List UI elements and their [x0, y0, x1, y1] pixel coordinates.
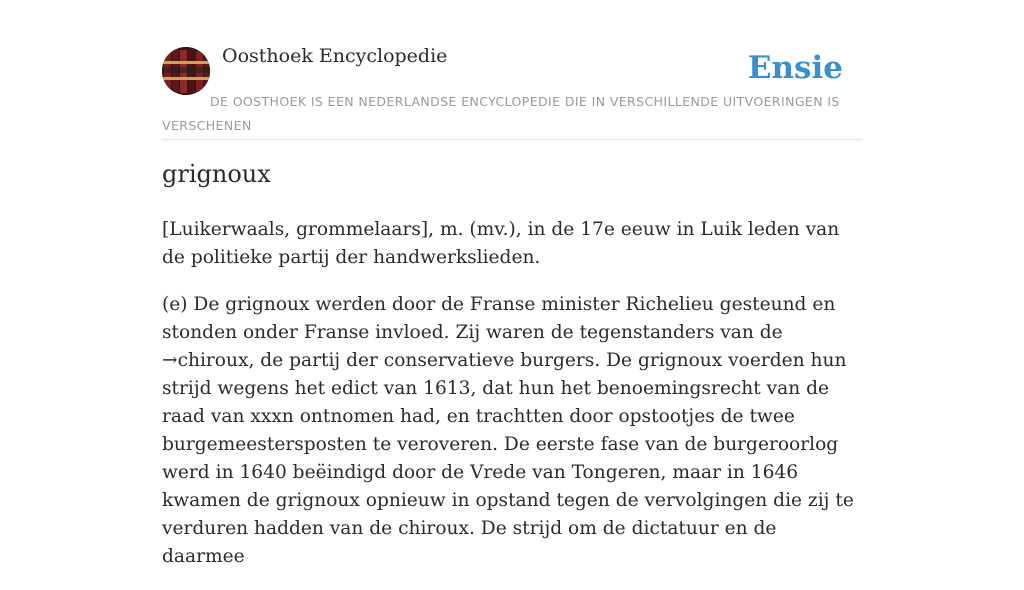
article-paragraph-2 — [162, 291, 862, 571]
site-title-link[interactable]: Oosthoek Encyclopedie — [222, 45, 448, 67]
ensie-logo-link[interactable]: Ensie — [747, 50, 843, 86]
article-paragraph-1: [Luikerwaals, grommelaars], m. (mv.), in de 17e eeuw in Luik leden van de politieke partij der handwerkslieden. — [162, 219, 840, 268]
paragraph-2-text-after: , de partij der conservatieve burgers. De grignoux voerden hun strijd wegens het edict van 1613, dat hun het benoemingsrecht van de raad van xxxn ontnomen had, en trachtten door opstootjes de twee burgemeestersposten te veroveren. De eerste fase van de burgeroorlog werd in 1640 beëindigd door de Vrede van Tongeren, maar in 1646 kwamen de grignoux opnieuw in opstand tegen de vervolgingen die zij te verduren hadden van de chiroux. De strijd om de dictatuur en de daarmee — [162, 350, 854, 567]
article-body — [162, 216, 862, 590]
chiroux-crossref-link[interactable]: →chiroux — [162, 350, 249, 371]
encyclopedia-books-icon[interactable] — [162, 47, 210, 95]
site-tagline: DE OOSTHOEK IS EEN NEDERLANDSE ENCYCLOPEDIE DIE IN VERSCHILLENDE UITVOERINGEN IS VERSCHENEN — [162, 94, 840, 133]
paragraph-2-text-before: (e) De grignoux werden door de Franse minister Richelieu gesteund en stonden onder Franse invloed. Zij waren de tegenstanders van de — [162, 294, 836, 343]
page-container — [162, 0, 862, 567]
site-header — [162, 0, 862, 140]
article-title: grignoux — [162, 160, 271, 188]
